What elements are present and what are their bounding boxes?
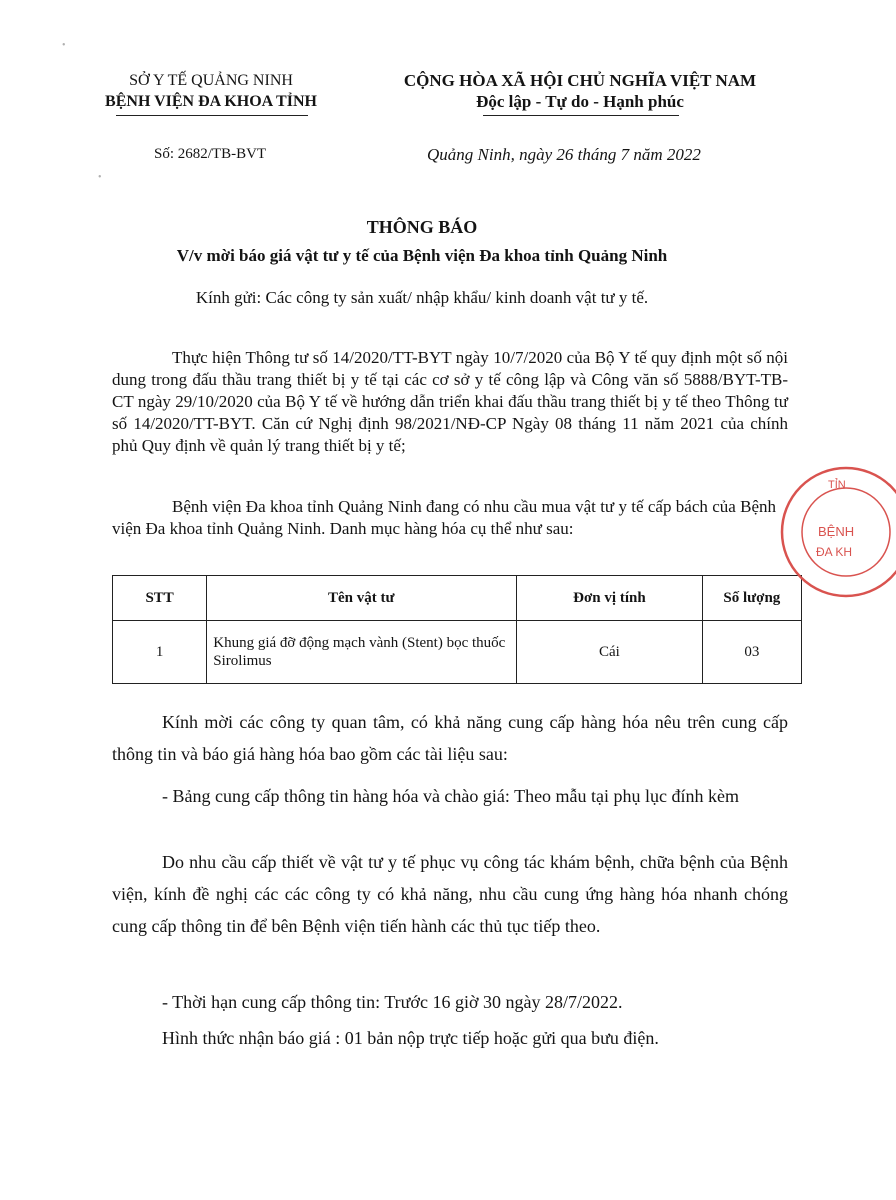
paragraph-bullet-form: - Bảng cung cấp thông tin hàng hóa và chào giá: Theo mẫu tại phụ lục đính kèm bbox=[162, 786, 740, 806]
official-seal-stamp bbox=[776, 462, 896, 602]
cell-unit: Cái bbox=[517, 621, 703, 684]
col-header-qty: Số lượng bbox=[702, 576, 801, 621]
paragraph-legal-basis: Thực hiện Thông tư số 14/2020/TT-BYT ngày 10/7/2020 của Bộ Y tế quy định một số nội dung trong đấu thầu trang thiết bị y tế tại các cơ sở y tế công lập và Công văn số 5888/BYT-TB-CT ngày 29/10/2020 của Bộ Y tế về hướng dẫn triển khai đấu thầu trang thiết bị y tế theo Thông tư số 14/2020/TT-BYT. Căn cứ Nghị định 98/2021/NĐ-CP Ngày 08 tháng 11 năm 2021 của chính phủ Quy định về quản lý trang thiết bị y tế; bbox=[112, 348, 788, 455]
nation-block bbox=[370, 70, 790, 112]
issuer-parent: SỞ Y TẾ QUẢNG NINH bbox=[129, 72, 293, 89]
paragraph-method: Hình thức nhận báo giá : 01 bản nộp trực tiếp hoặc gửi qua bưu điện. bbox=[162, 1028, 659, 1048]
seal-text-mid1: BỆNH bbox=[818, 524, 855, 539]
nation-title: CỘNG HÒA XÃ HỘI CHỦ NGHĨA VIỆT NAM bbox=[403, 71, 757, 90]
col-header-stt: STT bbox=[113, 576, 207, 621]
paragraph-urgency: Do nhu cầu cấp thiết về vật tư y tế phục vụ công tác khám bệnh, chữa bệnh của Bệnh viện, kính đề nghị các các công ty có khả năng, nhu cầu cung ứng hàng hóa nhanh chóng cung cấp thông tin để bên Bệnh viện tiến hành các thủ tục tiếp theo. bbox=[112, 852, 788, 936]
issuer-underline bbox=[116, 115, 308, 116]
col-header-unit: Đơn vị tính bbox=[517, 576, 703, 621]
cell-name: Khung giá đỡ động mạch vành (Stent) bọc thuốc Sirolimus bbox=[207, 621, 517, 684]
cell-qty: 03 bbox=[702, 621, 801, 684]
paragraph-need: Bệnh viện Đa khoa tỉnh Quảng Ninh đang có nhu cầu mua vật tư y tế cấp bách của Bệnh viện Đa khoa tỉnh Quảng Ninh. Danh mục hàng hóa cụ thể như sau: bbox=[112, 497, 776, 538]
paragraph-invite: Kính mời các công ty quan tâm, có khả năng cung cấp hàng hóa nêu trên cung cấp thông tin và báo giá hàng hóa bao gồm các tài liệu sau: bbox=[112, 712, 788, 764]
document-number: Số: 2682/TB-BVT bbox=[154, 146, 267, 162]
cell-stt: 1 bbox=[113, 621, 207, 684]
nation-motto: Độc lập - Tự do - Hạnh phúc bbox=[476, 92, 684, 111]
issuer-name: BỆNH VIỆN ĐA KHOA TỈNH bbox=[105, 93, 317, 110]
scan-speck: • bbox=[98, 172, 102, 183]
recipient-line: Kính gửi: Các công ty sản xuất/ nhập khẩu/ kinh doanh vật tư y tế. bbox=[195, 288, 649, 307]
table-row bbox=[113, 621, 802, 684]
seal-text-mid2: ĐA KH bbox=[816, 545, 853, 559]
document-subject: V/v mời báo giá vật tư y tế của Bệnh viện Đa khoa tỉnh Quảng Ninh bbox=[176, 246, 668, 265]
issuer-block bbox=[86, 70, 336, 112]
paragraph-deadline: - Thời hạn cung cấp thông tin: Trước 16 giờ 30 ngày 28/7/2022. bbox=[162, 992, 623, 1012]
scan-speck: • bbox=[62, 40, 66, 51]
motto-underline bbox=[483, 115, 679, 116]
items-table bbox=[112, 575, 802, 684]
seal-text-top: TỈN bbox=[828, 479, 846, 491]
col-header-name: Tên vật tư bbox=[207, 576, 517, 621]
document-title: THÔNG BÁO bbox=[366, 217, 478, 237]
table-header-row bbox=[113, 576, 802, 621]
place-date: Quảng Ninh, ngày 26 tháng 7 năm 2022 bbox=[427, 145, 701, 164]
